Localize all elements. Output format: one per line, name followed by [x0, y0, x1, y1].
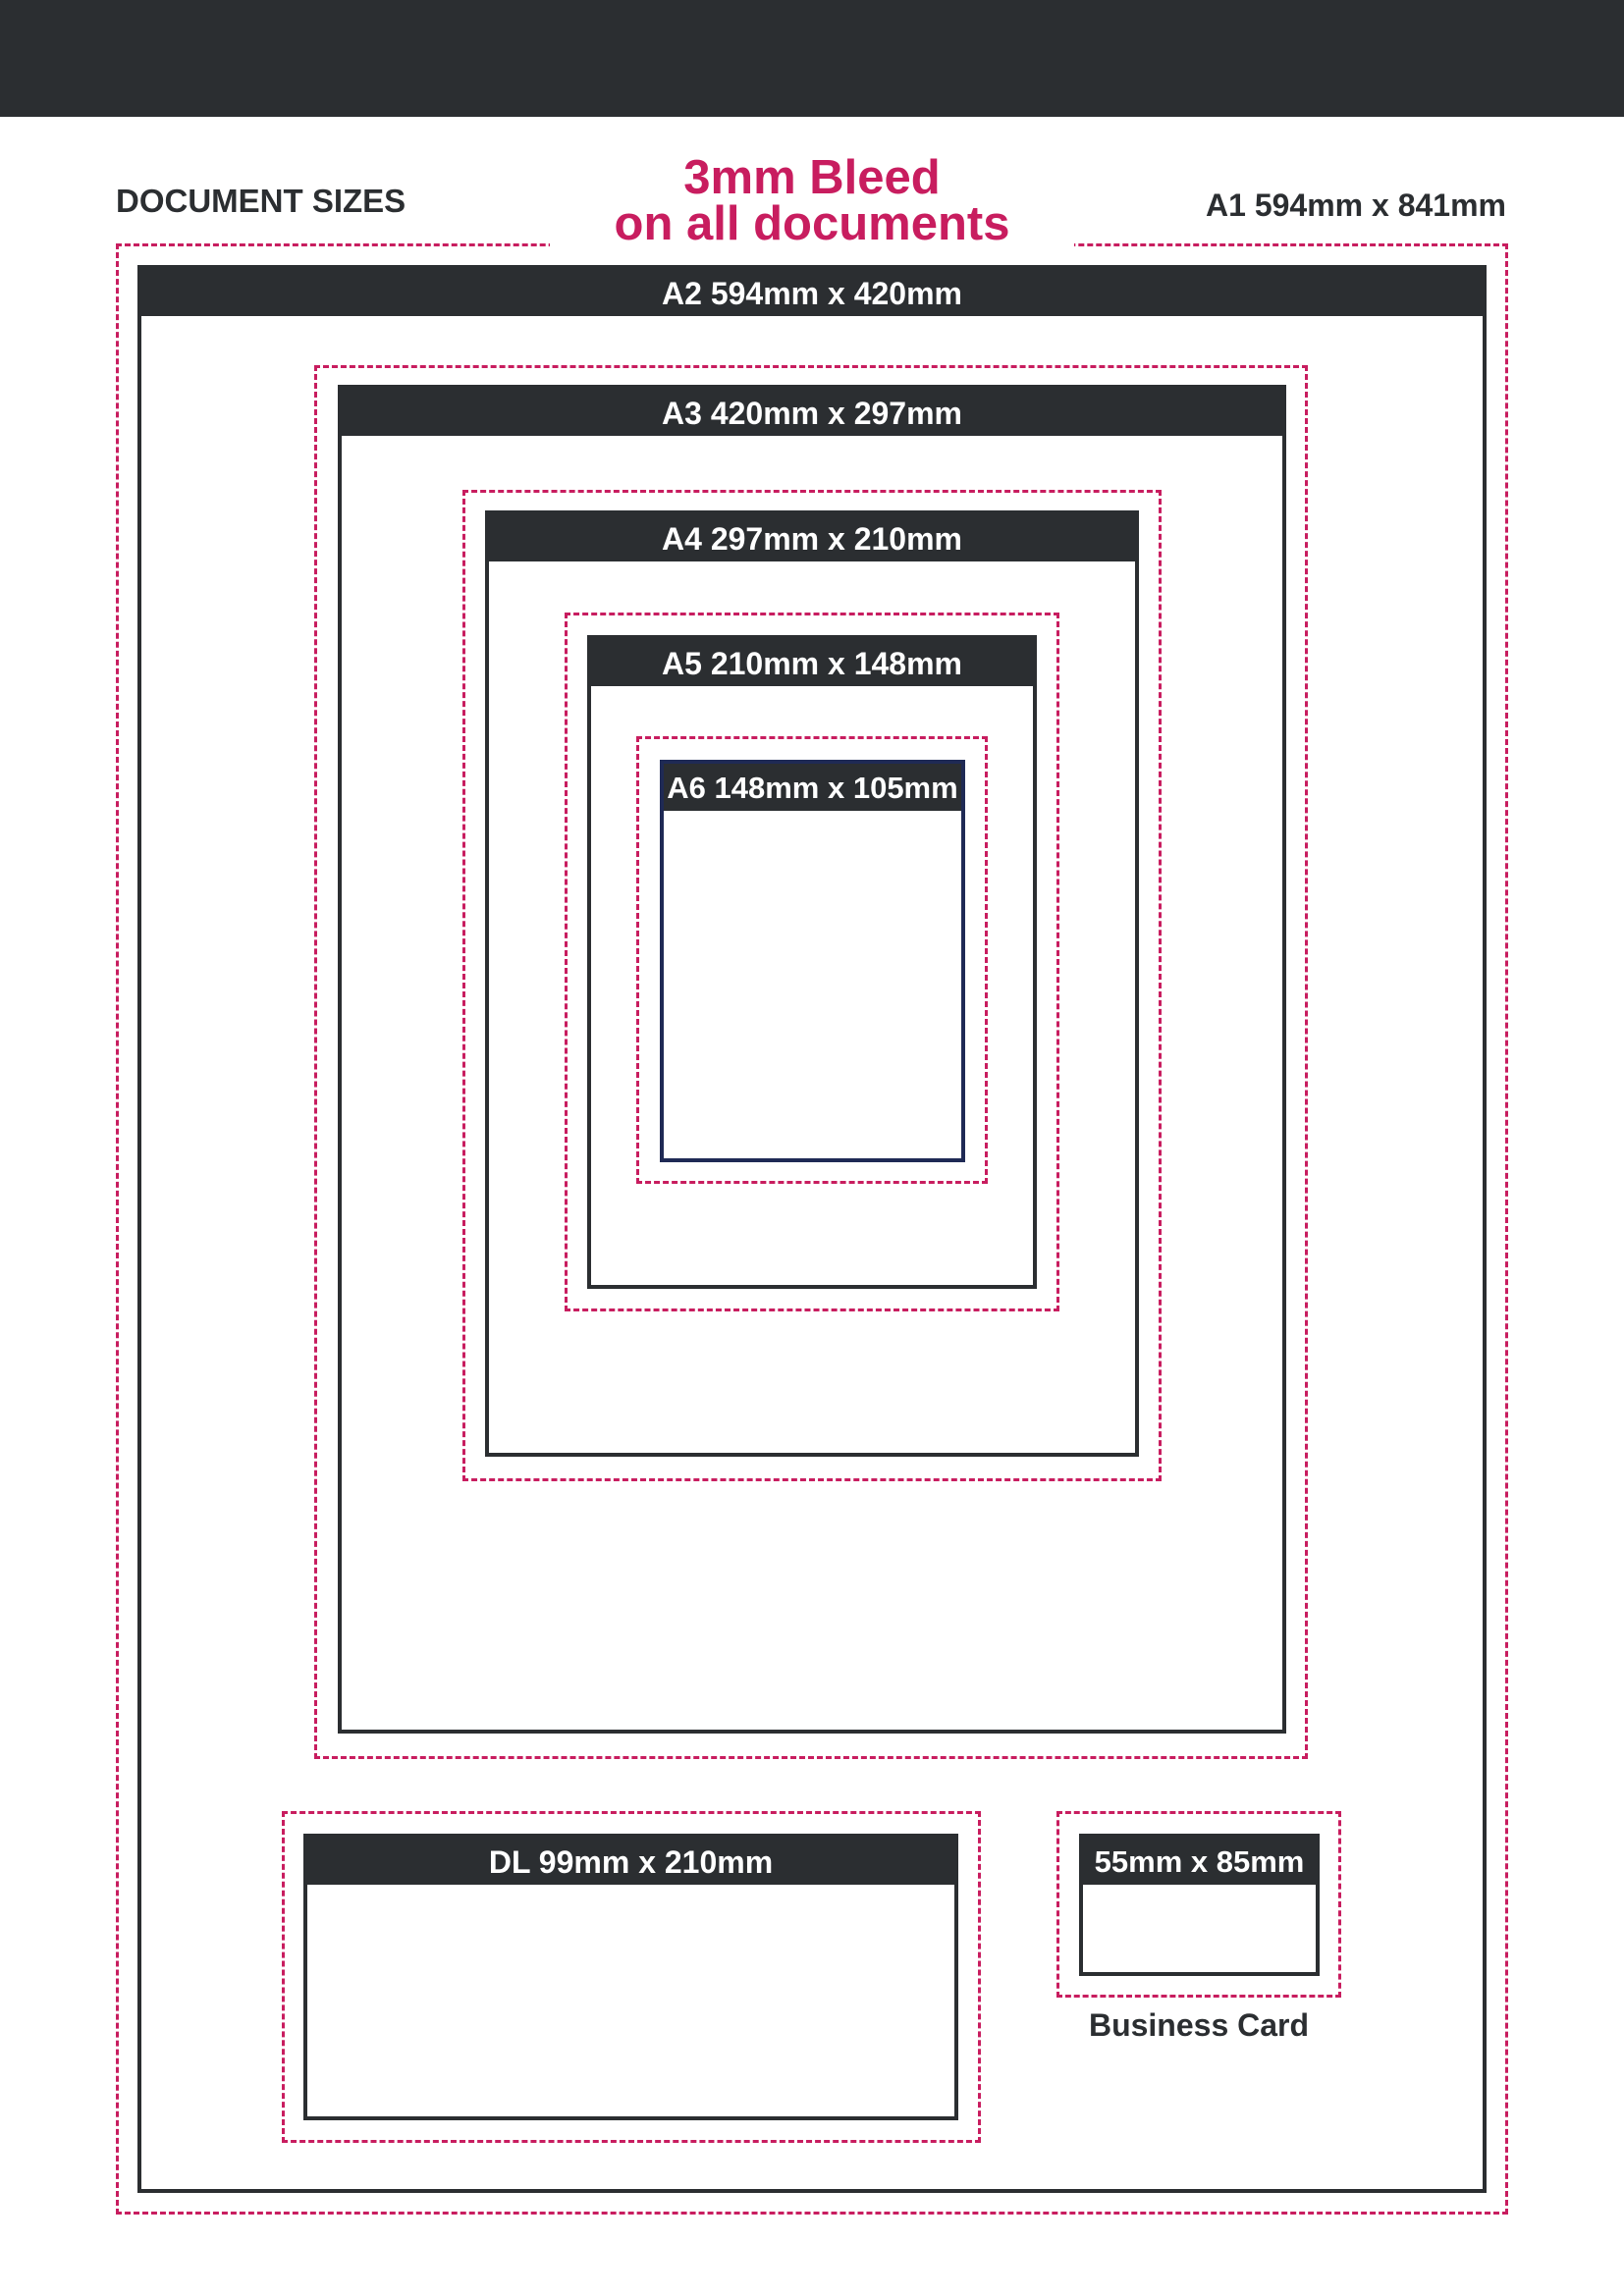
bleed-notice-line1: 3mm Bleed	[683, 151, 941, 204]
a4-label: A4 297mm x 210mm	[489, 514, 1135, 561]
a5-label: A5 210mm x 148mm	[591, 639, 1033, 686]
bleed-notice	[550, 151, 1074, 250]
dl-document	[303, 1834, 958, 2120]
a6-label: A6 148mm x 105mm	[664, 764, 961, 811]
a3-label: A3 420mm x 297mm	[342, 389, 1282, 436]
a6-document	[660, 760, 965, 1162]
page-title: DOCUMENT SIZES	[116, 183, 406, 219]
business-card-label: 55mm x 85mm	[1083, 1838, 1316, 1885]
business-card-document	[1079, 1834, 1320, 1976]
top-bar	[0, 0, 1624, 117]
a2-label: A2 594mm x 420mm	[141, 269, 1483, 316]
a1-size-label: A1 594mm x 841mm	[1206, 187, 1506, 223]
bleed-notice-line2: on all documents	[614, 197, 1010, 250]
dl-label: DL 99mm x 210mm	[307, 1838, 954, 1885]
business-card-caption: Business Card	[1088, 2007, 1310, 2043]
